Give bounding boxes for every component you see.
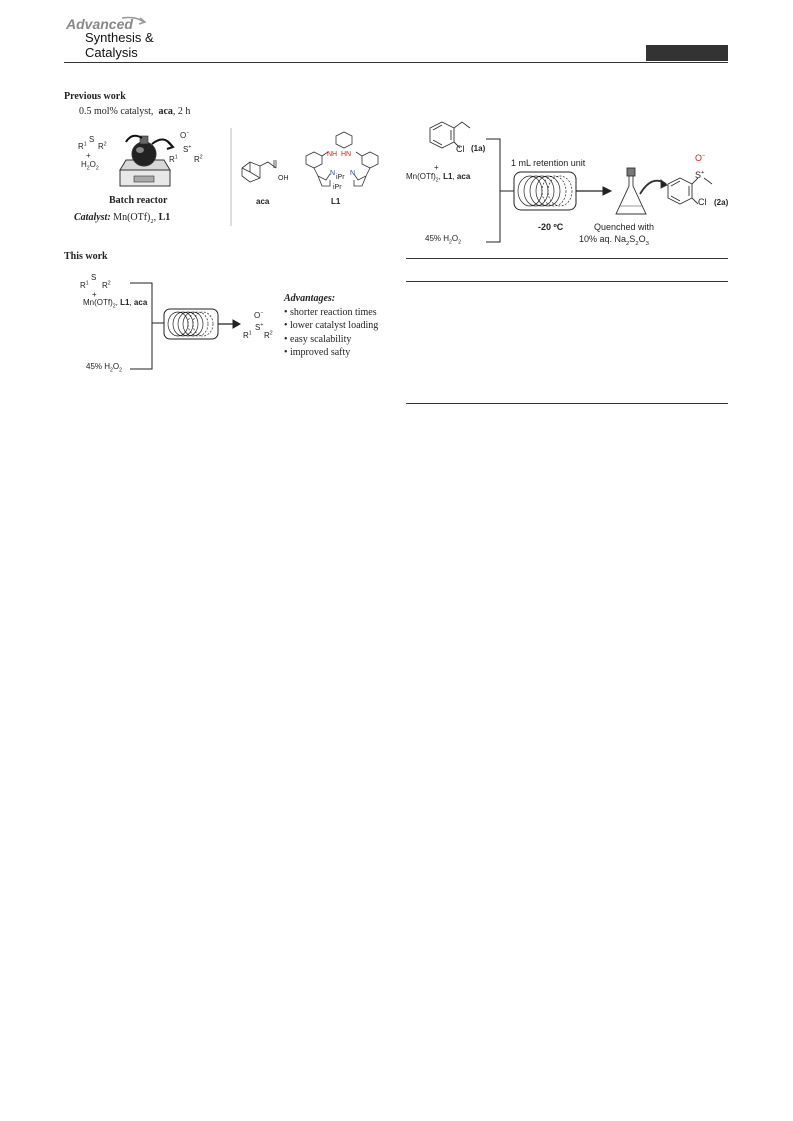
journal-logo-line2: Catalysis xyxy=(85,45,138,60)
advantage-item: • lower catalyst loading xyxy=(284,320,379,331)
l1-n-left: N xyxy=(330,170,336,177)
l1-n-right: N xyxy=(350,170,356,177)
scheme-divider xyxy=(230,128,232,226)
advantages-title: Advantages: xyxy=(284,293,336,304)
flow-reactor-icon xyxy=(130,282,260,372)
l1-structure-icon xyxy=(298,128,386,198)
aca-structure-icon xyxy=(236,148,292,190)
table-header-rule xyxy=(406,281,728,282)
advantage-item: • improved safty xyxy=(284,347,351,358)
product-oxygen: O− xyxy=(180,130,190,140)
substrate-r2: $R^2$ xyxy=(98,141,107,151)
this-work-s-atom: S xyxy=(91,273,97,282)
l1-ipr-1: iPr xyxy=(336,174,345,181)
catalyst-line: Catalyst: $Mn(OTf)_2$, L1 xyxy=(74,212,171,225)
this-work-h2o2: 45% $H_2O_2$ xyxy=(86,362,123,374)
l1-label: L1 xyxy=(331,197,341,206)
batch-reactor-label: Batch reactor xyxy=(109,195,168,206)
this-work-product-r1: $R^1$ xyxy=(243,330,252,340)
product-r2: $R^2$ xyxy=(194,154,203,164)
table-top-rule xyxy=(406,258,728,259)
label-1a: (1a) xyxy=(471,144,486,153)
advantage-item: • shorter reaction times xyxy=(284,306,377,318)
right-h2o2: 45% $H_2O_2$ xyxy=(425,234,462,246)
table-bottom-rule xyxy=(406,403,728,404)
this-work-product-o: O− xyxy=(254,310,264,320)
product-s-plus: S+ xyxy=(183,144,192,154)
label-2a: (2a) xyxy=(714,198,729,207)
this-work-product-r2: $R^2$ xyxy=(264,330,273,340)
substrate-1a-structure-icon xyxy=(418,118,472,166)
l1-hn: HN xyxy=(341,151,352,158)
h2o2-reagent: $H_2O_2$ xyxy=(81,160,99,172)
journal-logo-line1: Synthesis & xyxy=(85,30,154,45)
header-rule xyxy=(64,62,728,63)
right-mn-line: $Mn(OTf)_2$, L1, aca xyxy=(406,172,471,184)
advantages-box xyxy=(284,292,378,360)
aca-label: aca xyxy=(256,197,270,206)
this-work-heading: This work xyxy=(64,251,108,262)
this-work-r2: $R^2$ xyxy=(102,280,111,290)
this-work-mn-line: $Mn(OTf)_2$, L1, aca xyxy=(83,298,148,310)
l1-ipr-2: iPr xyxy=(333,184,342,191)
substrate-1a-cl: Cl xyxy=(456,144,465,154)
this-work-sulfide: $R^1$ xyxy=(80,280,89,290)
product-2a-oxygen: O− xyxy=(695,153,706,163)
header-bar xyxy=(646,45,728,61)
temperature-label: -20 ºC xyxy=(538,222,564,232)
quench-label-line1: Quenched with xyxy=(594,222,655,232)
substrate-s-atom: S xyxy=(89,135,95,144)
right-plus: + xyxy=(434,163,439,172)
this-work-product-s: S+ xyxy=(255,322,264,332)
logo-swoosh-icon xyxy=(66,12,146,32)
substrate-sulfide: $R^1$ xyxy=(78,141,87,151)
previous-conditions: 0.5 mol% catalyst, aca, 2 h xyxy=(79,106,191,117)
l1-nh: NH xyxy=(327,151,338,158)
product-r1: $R^1$ xyxy=(169,154,178,164)
advantage-item: • easy scalability xyxy=(284,333,352,345)
this-work-plus: + xyxy=(92,290,97,299)
previous-work-heading: Previous work xyxy=(64,91,126,102)
aca-oh: OH xyxy=(278,175,289,182)
retention-unit-label: 1 mL retention unit xyxy=(511,158,586,168)
product-2a-structure-icon xyxy=(662,168,718,214)
quench-label-line2: 10% aq. $Na_2S_2O_3$ xyxy=(579,234,649,247)
plus-sign: + xyxy=(86,151,91,160)
product-2a-cl: Cl xyxy=(698,197,707,207)
product-2a-s-plus: S+ xyxy=(695,170,705,180)
journal-logo-advanced: Advanced xyxy=(66,16,133,32)
